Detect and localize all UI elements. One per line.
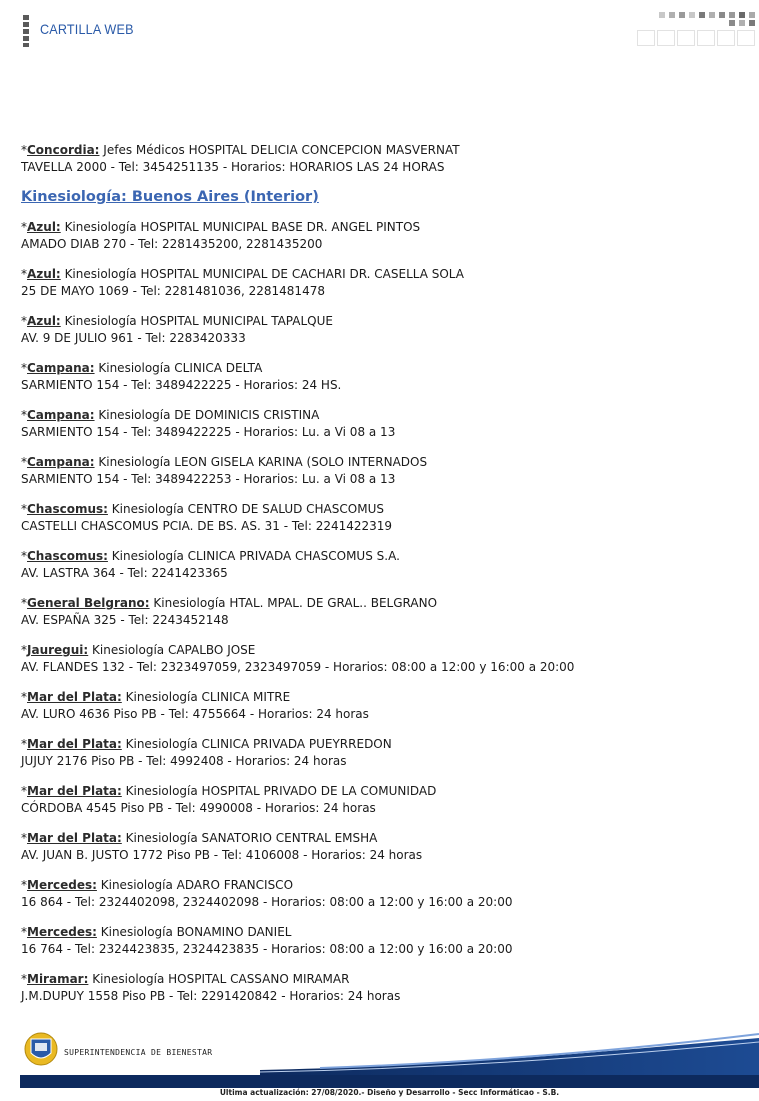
header-squares-decoration: [629, 10, 759, 50]
entry-provider: Kinesiología HOSPITAL CASSANO MIRAMAR: [92, 972, 350, 986]
entry-location: Mar del Plata:: [27, 831, 122, 845]
entry-address: CASTELLI CHASCOMUS PCIA. DE BS. AS. 31 - Tel: 2241422319: [21, 518, 393, 533]
entry-address: AV. JUAN B. JUSTO 1772 Piso PB - Tel: 4106008 - Horarios: 24 horas: [21, 847, 423, 862]
entry-location: Azul:: [27, 220, 61, 234]
provider-entry: *Chascomus: Kinesiología CLINICA PRIVADA CHASCOMUS S.A. AV. LASTRA 364 - Tel: 2241423365: [21, 548, 741, 581]
entry-address: CÓRDOBA 4545 Piso PB - Tel: 4990008 - Horarios: 24 horas: [21, 800, 376, 815]
provider-entry: *Miramar: Kinesiología HOSPITAL CASSANO MIRAMAR J.M.DUPUY 1558 Piso PB - Tel: 2291420842 - Horarios: 24 horas: [21, 971, 741, 1004]
entry-location: Concordia:: [27, 143, 100, 157]
entry-location: Jauregui:: [27, 643, 89, 657]
entry-location: Mar del Plata:: [27, 784, 122, 798]
entry-location: Chascomus:: [27, 549, 108, 563]
entry-provider: Kinesiología CLINICA MITRE: [125, 690, 291, 704]
provider-entry: *Mar del Plata: Kinesiología SANATORIO CENTRAL EMSHA AV. JUAN B. JUSTO 1772 Piso PB - Tel: 4106008 - Horarios: 24 horas: [21, 830, 741, 863]
provider-entry: *Concordia: Jefes Médicos HOSPITAL DELICIA CONCEPCION MASVERNAT TAVELLA 2000 - Tel: 3454251135 - Horarios: HORARIOS LAS 24 HORAS: [21, 142, 741, 175]
provider-list: [21, 142, 741, 1018]
section-title: Kinesiología: Buenos Aires (Interior): [21, 189, 319, 205]
entry-location: Mar del Plata:: [27, 690, 122, 704]
entry-provider: Kinesiología SANATORIO CENTRAL EMSHA: [125, 831, 378, 845]
header-title: CARTILLA WEB: [40, 21, 134, 37]
entry-address: AV. ESPAÑA 325 - Tel: 2243452148: [21, 612, 229, 627]
page-footer: [20, 1028, 759, 1101]
footer-org-label: SUPERINTENDENCIA DE BIENESTAR: [64, 1048, 213, 1057]
entry-address: AV. LASTRA 364 - Tel: 2241423365: [21, 565, 228, 580]
entry-location: Chascomus:: [27, 502, 108, 516]
entry-location: Miramar:: [27, 972, 89, 986]
entry-provider: Kinesiología LEON GISELA KARINA (SOLO INTERNADOS: [98, 455, 428, 469]
entry-provider: Jefes Médicos HOSPITAL DELICIA CONCEPCION MASVERNAT: [103, 143, 460, 157]
entry-address: 16 764 - Tel: 2324423835, 2324423835 - Horarios: 08:00 a 12:00 y 16:00 a 20:00: [21, 941, 513, 956]
entry-location: Campana:: [27, 361, 95, 375]
entry-provider: Kinesiología CENTRO DE SALUD CHASCOMUS: [111, 502, 384, 516]
provider-entry: *Mar del Plata: Kinesiología CLINICA PRIVADA PUEYRREDON JUJUY 2176 Piso PB - Tel: 4992408 - Horarios: 24 horas: [21, 736, 741, 769]
provider-entry: *Azul: Kinesiología HOSPITAL MUNICIPAL DE CACHARI DR. CASELLA SOLA 25 DE MAYO 1069 - Tel: 2281481036, 2281481478: [21, 266, 741, 299]
entry-provider: Kinesiología CAPALBO JOSE: [92, 643, 256, 657]
entry-address: SARMIENTO 154 - Tel: 3489422225 - Horarios: 24 HS.: [21, 377, 342, 392]
provider-entry: *General Belgrano: Kinesiología HTAL. MPAL. DE GRAL.. BELGRANO AV. ESPAÑA 325 - Tel: 2243452148: [21, 595, 741, 628]
entry-address: AMADO DIAB 270 - Tel: 2281435200, 2281435200: [21, 236, 323, 251]
entry-location: Azul:: [27, 314, 61, 328]
footer-update-note: Ultima actualización: 27/08/2020.- Diseño y Desarrollo - Secc Informáticao - S.B.: [219, 1088, 560, 1097]
entry-address: JUJUY 2176 Piso PB - Tel: 4992408 - Horarios: 24 horas: [21, 753, 347, 768]
entry-location: Campana:: [27, 408, 95, 422]
entry-address: AV. FLANDES 132 - Tel: 2323497059, 2323497059 - Horarios: 08:00 a 12:00 y 16:00 a 20:00: [21, 659, 575, 674]
entry-provider: Kinesiología HOSPITAL MUNICIPAL BASE DR. ANGEL PINTOS: [64, 220, 421, 234]
entry-provider: Kinesiología BONAMINO DANIEL: [100, 925, 292, 939]
provider-entry: *Mar del Plata: Kinesiología HOSPITAL PRIVADO DE LA COMUNIDAD CÓRDOBA 4545 Piso PB - Tel: 4990008 - Horarios: 24 horas: [21, 783, 741, 816]
entry-location: General Belgrano:: [27, 596, 150, 610]
provider-entry: *Campana: Kinesiología CLINICA DELTA SARMIENTO 154 - Tel: 3489422225 - Horarios: 24 HS.: [21, 360, 741, 393]
entry-provider: Kinesiología HOSPITAL MUNICIPAL TAPALQUE: [64, 314, 333, 328]
provider-entry: *Chascomus: Kinesiología CENTRO DE SALUD CHASCOMUS CASTELLI CHASCOMUS PCIA. DE BS. AS. 31 - Tel: 2241422319: [21, 501, 741, 534]
provider-entry: *Azul: Kinesiología HOSPITAL MUNICIPAL TAPALQUE AV. 9 DE JULIO 961 - Tel: 2283420333: [21, 313, 741, 346]
entry-address: TAVELLA 2000 - Tel: 3454251135 - Horarios: HORARIOS LAS 24 HORAS: [21, 159, 445, 174]
entry-address: 16 864 - Tel: 2324402098, 2324402098 - Horarios: 08:00 a 12:00 y 16:00 a 20:00: [21, 894, 513, 909]
entry-provider: Kinesiología ADARO FRANCISCO: [100, 878, 294, 892]
footer-band: [20, 1028, 759, 1088]
entry-location: Mercedes:: [27, 878, 97, 892]
entry-provider: Kinesiología HOSPITAL MUNICIPAL DE CACHARI DR. CASELLA SOLA: [64, 267, 464, 281]
entry-provider: Kinesiología HTAL. MPAL. DE GRAL.. BELGRANO: [153, 596, 438, 610]
entries-container: [21, 219, 741, 1004]
entry-address: AV. LURO 4636 Piso PB - Tel: 4755664 - Horarios: 24 horas: [21, 706, 369, 721]
provider-entry: *Jauregui: Kinesiología CAPALBO JOSE AV. FLANDES 132 - Tel: 2323497059, 2323497059 - Horarios: 08:00 a 12:00 y 16:00 a 20:00: [21, 642, 741, 675]
provider-entry: *Mar del Plata: Kinesiología CLINICA MITRE AV. LURO 4636 Piso PB - Tel: 4755664 - Horarios: 24 horas: [21, 689, 741, 722]
entry-address: 25 DE MAYO 1069 - Tel: 2281481036, 2281481478: [21, 283, 325, 298]
entry-provider: Kinesiología CLINICA DELTA: [98, 361, 263, 375]
page-header: [0, 0, 759, 60]
provider-entry: *Mercedes: Kinesiología BONAMINO DANIEL 16 764 - Tel: 2324423835, 2324423835 - Horarios: 08:00 a 12:00 y 16:00 a 20:00: [21, 924, 741, 957]
entry-location: Mar del Plata:: [27, 737, 122, 751]
entry-location: Mercedes:: [27, 925, 97, 939]
entry-provider: Kinesiología HOSPITAL PRIVADO DE LA COMUNIDAD: [125, 784, 437, 798]
entry-provider: Kinesiología CLINICA PRIVADA PUEYRREDON: [125, 737, 392, 751]
entry-address: AV. 9 DE JULIO 961 - Tel: 2283420333: [21, 330, 246, 345]
entry-provider: Kinesiología CLINICA PRIVADA CHASCOMUS S.A.: [111, 549, 400, 563]
provider-entry: *Campana: Kinesiología DE DOMINICIS CRISTINA SARMIENTO 154 - Tel: 3489422225 - Horarios: Lu. a Vi 08 a 13: [21, 407, 741, 440]
provider-entry: *Campana: Kinesiología LEON GISELA KARINA (SOLO INTERNADOS SARMIENTO 154 - Tel: 3489422253 - Horarios: Lu. a Vi 08 a 13: [21, 454, 741, 487]
entry-location: Azul:: [27, 267, 61, 281]
provider-entry: *Mercedes: Kinesiología ADARO FRANCISCO 16 864 - Tel: 2324402098, 2324402098 - Horarios: 08:00 a 12:00 y 16:00 a 20:00: [21, 877, 741, 910]
entry-location: Campana:: [27, 455, 95, 469]
entry-address: SARMIENTO 154 - Tel: 3489422253 - Horarios: Lu. a Vi 08 a 13: [21, 471, 396, 486]
superintendencia-logo-icon: [24, 1031, 58, 1067]
provider-entry: *Azul: Kinesiología HOSPITAL MUNICIPAL BASE DR. ANGEL PINTOS AMADO DIAB 270 - Tel: 2281435200, 2281435200: [21, 219, 741, 252]
header-bar-icon: [23, 15, 29, 47]
entry-address: J.M.DUPUY 1558 Piso PB - Tel: 2291420842 - Horarios: 24 horas: [21, 988, 401, 1003]
entry-provider: Kinesiología DE DOMINICIS CRISTINA: [98, 408, 320, 422]
entry-address: SARMIENTO 154 - Tel: 3489422225 - Horarios: Lu. a Vi 08 a 13: [21, 424, 396, 439]
